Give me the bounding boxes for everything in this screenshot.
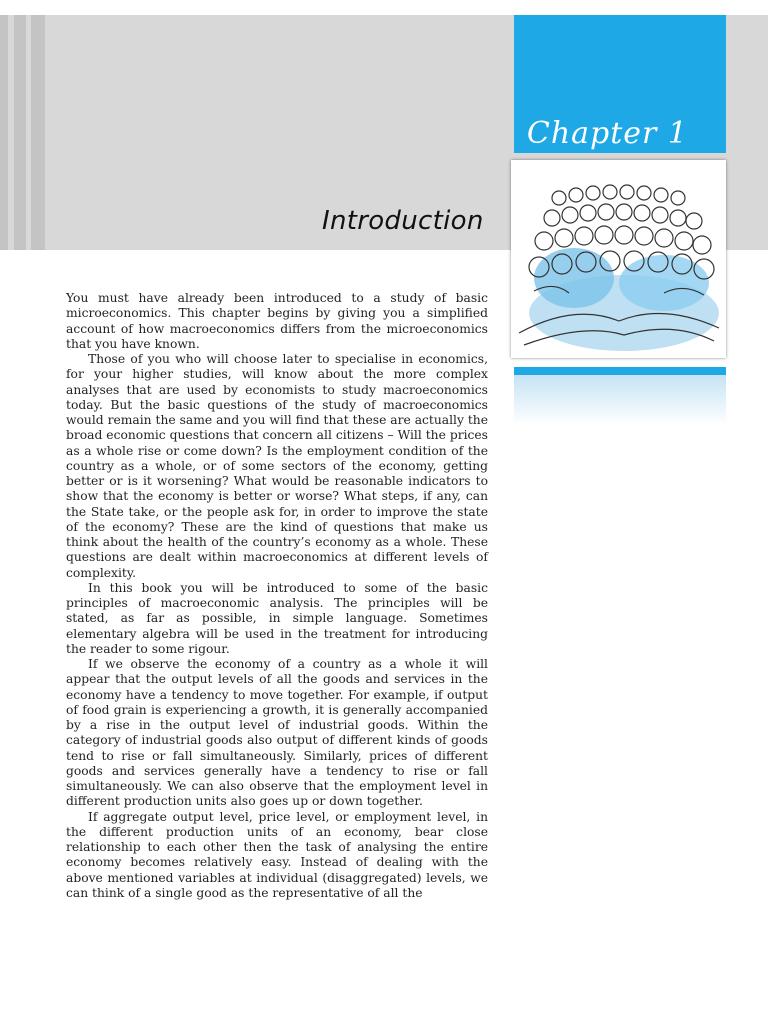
crowd-sketch-icon — [514, 163, 723, 355]
crowd-illustration — [511, 160, 726, 358]
decorative-stripe — [14, 15, 26, 250]
paragraph: If aggregate output level, price level, or employment level, in the different production units of an economy, bear close relationship to each other then the task of analysing the entire economy becomes relatively easy. Instead of dealing with the above mentioned variables at individual (disaggregated) levels, we can think of a single good as the representative of all the — [66, 809, 488, 900]
paragraph: You must have already been introduced to a study of basic microeconomics. This chapter begins by giving you a simplified account of how macroeconomics differs from the microeconomics that you have known. — [66, 291, 488, 351]
accent-gradient — [514, 375, 726, 425]
paragraph: In this book you will be introduced to some of the basic principles of macroeconomic analysis. The principles will be stated, as far as possible, in simple language. Sometimes elementary algebra will be used in the treatment for introducing the reader to some rigour. — [66, 580, 488, 656]
decorative-stripe — [0, 15, 8, 250]
chapter-label: Chapter 1 — [526, 116, 688, 151]
body-text — [66, 291, 488, 901]
decorative-stripe — [31, 15, 45, 250]
page-title: Introduction — [322, 206, 484, 236]
paragraph: Those of you who will choose later to specialise in economics, for your higher studies, will know about the more complex analyses that are used by economists to study macroeconomics today. But the basic questions of the study of macroeconomics would remain the same and you will find that these are actually the broad economic questions that concern all citizens – Will the prices as a whole rise or come down? Is the employment condition of the country as a whole, or of some sectors of the economy, getting better or is it worsening? What would be reasonable indicators to show that the economy is better or worse? What steps, if any, can the State take, or the people ask for, in order to improve the state of the economy? These are the kind of questions that make us think about the health of the country’s economy as a whole. These questions are dealt within macroeconomics at different levels of complexity. — [66, 352, 488, 580]
paragraph: If we observe the economy of a country as a whole it will appear that the output levels of all the goods and services in the economy have a tendency to move together. For example, if output of food grain is experiencing a growth, it is generally accompanied by a rise in the output level of industrial goods. Within the category of industrial goods also output of different kinds of goods tend to rise or fall simultaneously. Similarly, prices of different goods and services generally have a tendency to rise or fall simultaneously. We can also observe that the employment level in different production units also goes up or down together. — [66, 657, 488, 809]
accent-bar — [514, 367, 726, 375]
chapter-box — [514, 15, 726, 153]
